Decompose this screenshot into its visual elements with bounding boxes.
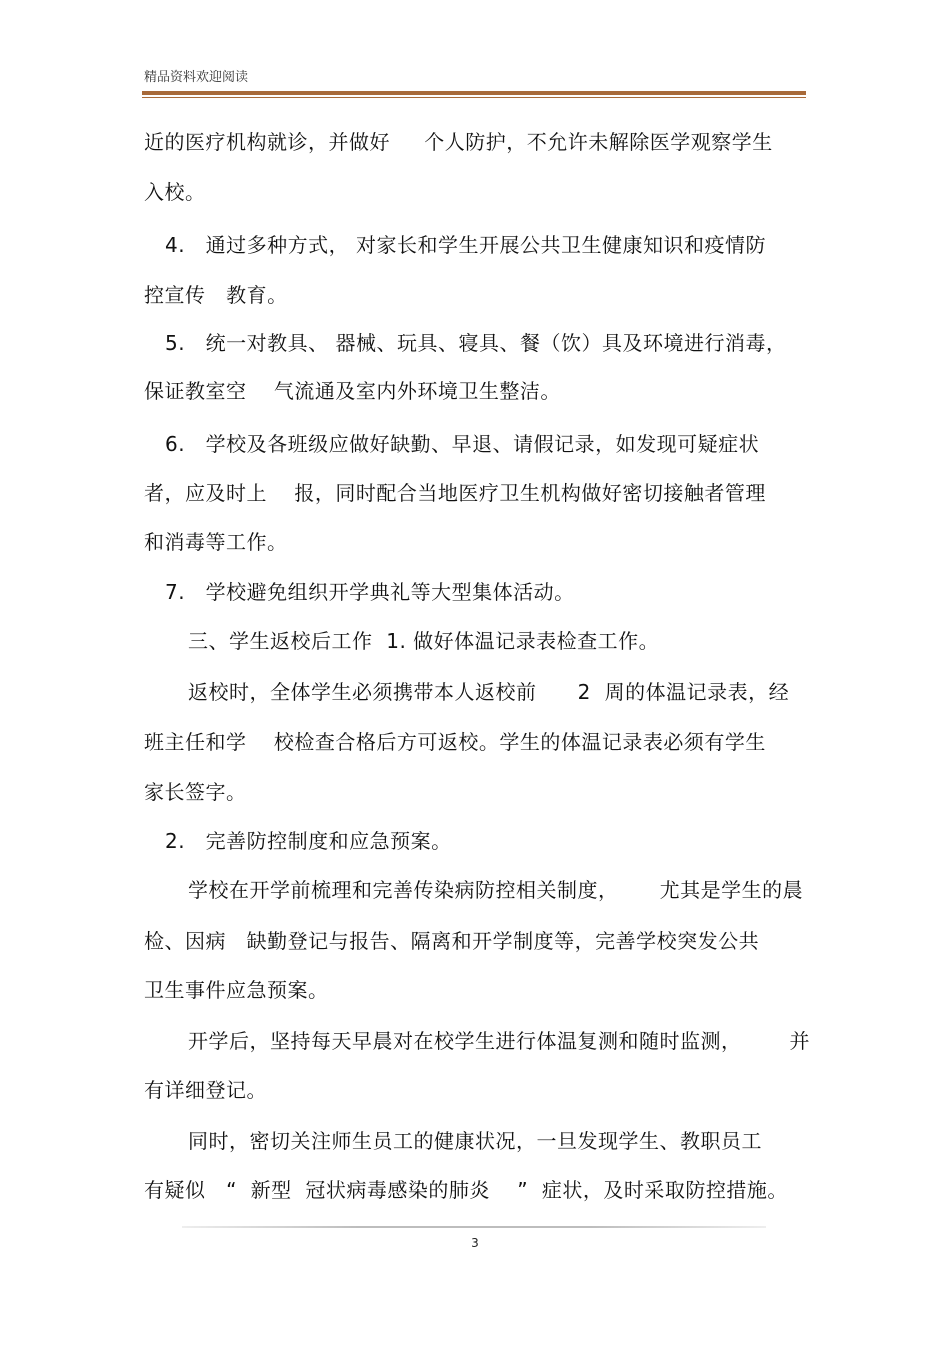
footer-rule: [182, 1226, 766, 1228]
body-line: 班主任和学 校检查合格后方可返校。学生的体温记录表必须有学生: [144, 730, 766, 754]
body-line: 7. 学校避免组织开学典礼等大型集体活动。: [165, 580, 575, 604]
body-line: 2. 完善防控制度和应急预案。: [165, 829, 452, 853]
body-line: 者，应及时上 报，同时配合当地医疗卫生机构做好密切接触者管理: [144, 481, 766, 505]
body-line: 有疑似 “ 新型 冠状病毒感染的肺炎 ” 症状，及时采取防控措施。: [144, 1178, 788, 1202]
body-line: 有详细登记。: [144, 1078, 267, 1102]
body-line: 保证教室空 气流通及室内外环境卫生整洁。: [144, 379, 561, 403]
body-line: 开学后，坚持每天早晨对在校学生进行体温复测和随时监测， 并: [188, 1029, 811, 1053]
body-line: 入校。: [144, 180, 206, 204]
page-number: 3: [471, 1236, 479, 1250]
body-line: 返校时，全体学生必须携带本人返校前 2 周的体温记录表，经: [188, 680, 790, 704]
body-line: 4. 通过多种方式， 对家长和学生开展公共卫生健康知识和疫情防: [165, 233, 767, 257]
body-line: 和消毒等工作。: [144, 530, 288, 554]
header-text: 精品资料欢迎阅读: [144, 70, 249, 85]
body-line: 卫生事件应急预案。: [144, 978, 329, 1002]
header-rule-thick: [142, 91, 806, 95]
body-line: 同时，密切关注师生员工的健康状况，一旦发现学生、教职员工: [188, 1129, 762, 1153]
body-line: 5. 统一对教具、 器械、玩具、寝具、餐（饮）具及环境进行消毒，: [165, 331, 787, 355]
body-line: 近的医疗机构就诊，并做好 个人防护，不允许未解除医学观察学生: [144, 130, 773, 154]
body-line: 三、学生返校后工作 1. 做好体温记录表检查工作。: [188, 629, 660, 653]
header-rule-thin: [142, 97, 806, 98]
body-line: 6. 学校及各班级应做好缺勤、早退、请假记录，如发现可疑症状: [165, 432, 760, 456]
body-line: 检、因病 缺勤登记与报告、隔离和开学制度等，完善学校突发公共: [144, 929, 760, 953]
body-line: 控宣传 教育。: [144, 283, 288, 307]
body-line: 家长签字。: [144, 780, 247, 804]
body-line: 学校在开学前梳理和完善传染病防控相关制度， 尤其是学生的晨: [188, 878, 804, 902]
